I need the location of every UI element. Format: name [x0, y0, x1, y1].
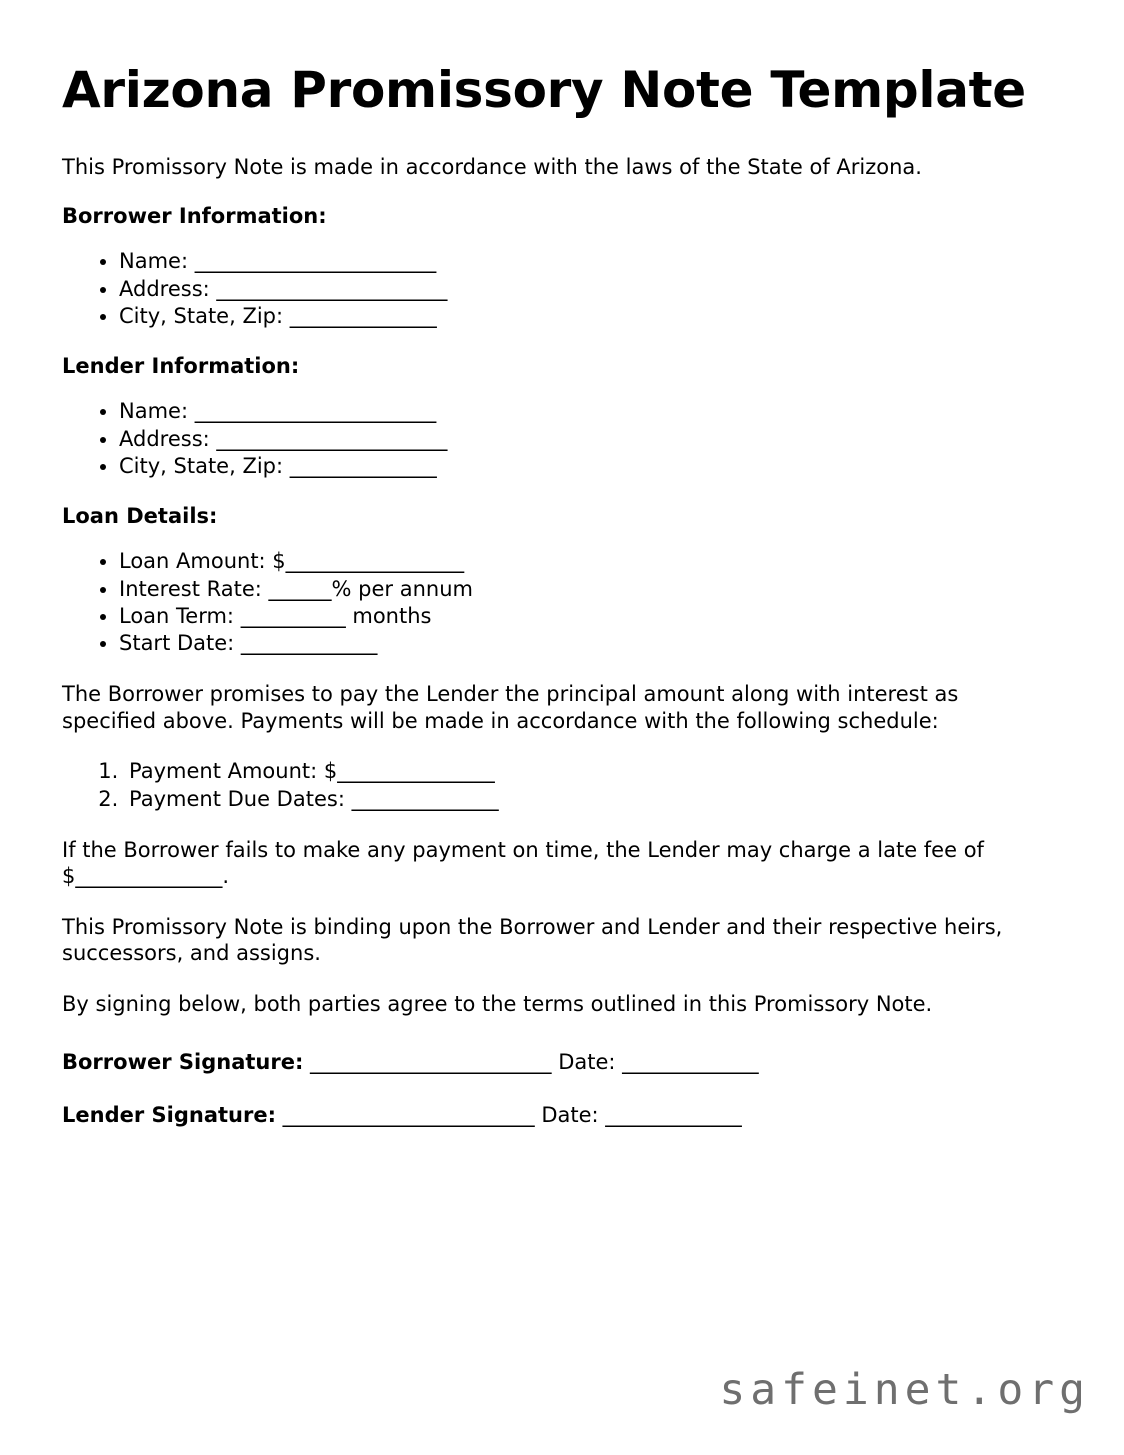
lender-signature-row	[62, 1102, 1064, 1129]
field-blank-line[interactable]: ______________	[289, 304, 437, 329]
late-fee-blank-line[interactable]: ______________	[75, 864, 223, 889]
borrower-signature-blank-line[interactable]: _______________________	[303, 1050, 552, 1075]
field-blank-line[interactable]: ______________	[351, 786, 499, 811]
list-item	[119, 603, 1064, 630]
field-blank-line[interactable]: __________	[240, 603, 346, 628]
page-title: Arizona Promissory Note Template	[62, 61, 1026, 119]
list-item	[119, 453, 1064, 480]
loan-details-list	[62, 548, 1064, 657]
agreement-paragraph: By signing below, both parties agree to the terms outlined in this Promissory Note.	[62, 991, 933, 1016]
late-fee-text: If the Borrower fails to make any payment on time, the Lender may charge a late fee of $	[62, 837, 984, 889]
site-watermark: safeinet.org	[719, 1365, 1090, 1415]
field-label: Payment Due Dates:	[129, 786, 352, 811]
field-blank-line[interactable]: ______	[268, 576, 332, 601]
field-blank-line[interactable]: ______________	[289, 453, 437, 478]
field-blank-line[interactable]: _____________	[240, 631, 378, 656]
field-label: City, State, Zip:	[119, 304, 290, 329]
field-blank-line[interactable]: _________________	[285, 549, 465, 574]
field-blank-line[interactable]: ______________________	[216, 276, 448, 301]
lender-signature-blank-line[interactable]: ________________________	[275, 1103, 535, 1128]
lender-date-label: Date:	[534, 1103, 599, 1128]
field-label: Loan Term:	[119, 603, 241, 628]
field-suffix: % per annum	[331, 576, 473, 601]
borrower-date-blank-line[interactable]: _____________	[615, 1050, 759, 1075]
list-item	[119, 426, 1064, 453]
list-item	[119, 548, 1064, 575]
field-blank-line[interactable]: _______________________	[194, 399, 437, 424]
list-item	[119, 630, 1064, 657]
field-suffix: months	[345, 603, 432, 628]
intro-paragraph: This Promissory Note is made in accordance with the laws of the State of Arizona.	[62, 155, 922, 179]
lender-date-blank-line[interactable]: _____________	[598, 1103, 742, 1128]
borrower-signature-label: Borrower Signature:	[62, 1050, 304, 1075]
field-label: Address:	[119, 426, 217, 451]
lender-signature-label: Lender Signature:	[62, 1103, 276, 1128]
late-fee-suffix: .	[222, 864, 230, 889]
field-blank-line[interactable]: ______________________	[216, 426, 448, 451]
field-blank-line[interactable]: _______________	[337, 759, 495, 784]
field-label: Start Date:	[119, 631, 241, 656]
list-item	[119, 276, 1064, 303]
lender-information-list	[62, 398, 1064, 480]
list-item	[125, 786, 1064, 813]
binding-paragraph: This Promissory Note is binding upon the Borrower and Lender and their respective heirs, successors, and assigns.	[62, 914, 1003, 966]
loan-details-heading: Loan Details:	[62, 504, 218, 529]
field-label: Loan Amount: $	[119, 549, 286, 574]
borrower-information-list	[62, 248, 1064, 330]
field-label: City, State, Zip:	[119, 453, 290, 478]
field-label: Address:	[119, 276, 217, 301]
signature-spacer	[62, 1041, 1064, 1049]
field-blank-line[interactable]: _______________________	[194, 249, 437, 274]
list-item	[119, 303, 1064, 330]
payment-intro-paragraph: The Borrower promises to pay the Lender the principal amount along with interest as specified above. Payments will be made in accordance with the following schedule:	[62, 682, 959, 733]
list-item	[119, 576, 1064, 603]
list-item	[119, 248, 1064, 275]
borrower-signature-row	[62, 1049, 1064, 1076]
borrower-date-label: Date:	[551, 1050, 616, 1075]
lender-information-heading: Lender Information:	[62, 354, 300, 379]
field-label: Name:	[119, 399, 195, 424]
field-label: Payment Amount: $	[129, 759, 338, 784]
list-item	[119, 398, 1064, 425]
field-label: Interest Rate:	[119, 576, 269, 601]
field-label: Name:	[119, 249, 195, 274]
late-fee-paragraph	[62, 837, 1052, 890]
list-item	[125, 758, 1064, 785]
borrower-information-heading: Borrower Information:	[62, 204, 327, 229]
payment-schedule-list	[62, 758, 1064, 813]
